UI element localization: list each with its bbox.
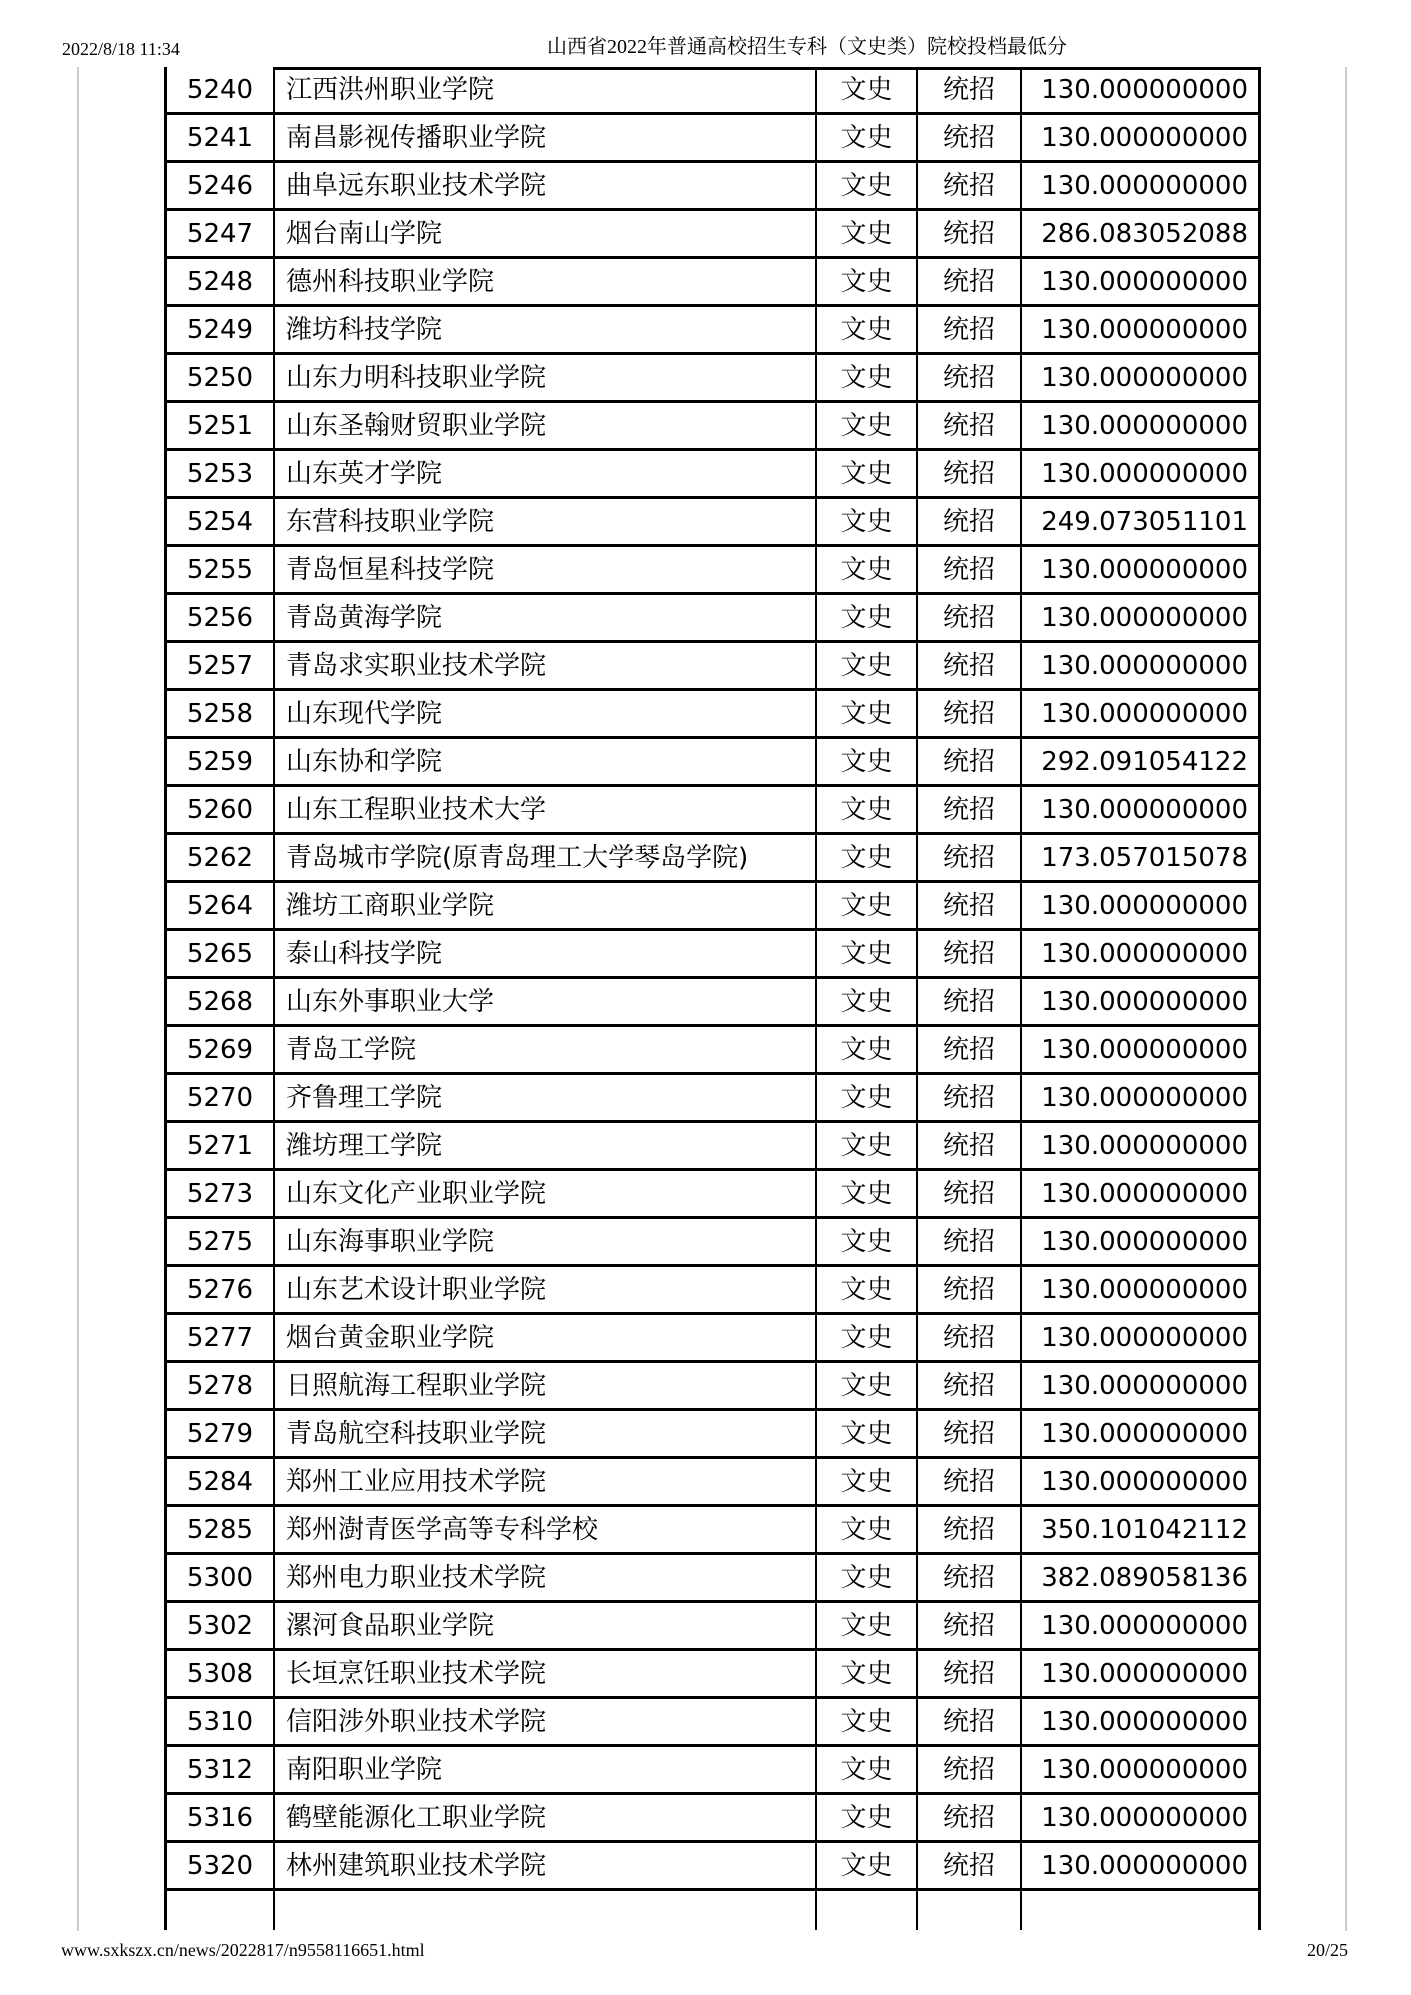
cell-category: 文史	[815, 1075, 916, 1120]
page-title: 山西省2022年普通高校招生专科（文史类）院校投档最低分	[547, 36, 1067, 58]
table-row	[167, 115, 1258, 163]
cell-code: 5262	[186, 842, 254, 873]
cell-category: 文史	[815, 1603, 916, 1648]
cell-code: 5276	[186, 1274, 254, 1305]
cell-admission-type: 统招	[916, 499, 1020, 544]
cell-school-name: 山东艺术设计职业学院	[273, 1267, 815, 1312]
cell-school-name: 东营科技职业学院	[273, 499, 815, 544]
cell-category: 文史	[815, 403, 916, 448]
cell-score: 130.000000000	[1020, 1315, 1258, 1360]
cell-category: 文史	[815, 1555, 916, 1600]
cell-admission-type: 统招	[916, 163, 1020, 208]
cell-category: 文史	[815, 1315, 916, 1360]
table-row	[167, 451, 1258, 499]
table-row	[167, 1219, 1258, 1267]
cell-category: 文史	[815, 1363, 916, 1408]
cell-score: 130.000000000	[1020, 883, 1258, 928]
cell-score: 173.057015078	[1020, 835, 1258, 880]
print-timestamp: 2022/8/18 11:34	[62, 39, 180, 59]
cell-category: 文史	[815, 691, 916, 736]
table-row	[167, 739, 1258, 787]
table-row	[167, 1171, 1258, 1219]
cell-code: 5278	[186, 1370, 254, 1401]
cell-code: 5257	[186, 650, 254, 681]
cell-school-name: 南阳职业学院	[273, 1747, 815, 1792]
cell-admission-type: 统招	[916, 451, 1020, 496]
table-row	[167, 787, 1258, 835]
cell-category	[815, 1891, 916, 1930]
cell-category: 文史	[815, 1411, 916, 1456]
cell-school-name: 泰山科技学院	[273, 931, 815, 976]
cell-code: 5269	[186, 1034, 254, 1065]
cell-category: 文史	[815, 1699, 916, 1744]
cell-school-name: 漯河食品职业学院	[273, 1603, 815, 1648]
table-row	[167, 1315, 1258, 1363]
table-row	[167, 979, 1258, 1027]
table-row	[167, 1699, 1258, 1747]
cell-code: 5253	[186, 458, 254, 489]
cell-score: 130.000000000	[1020, 115, 1258, 160]
table-row	[167, 307, 1258, 355]
table-row	[167, 643, 1258, 691]
cell-code: 5312	[186, 1754, 254, 1785]
cell-category: 文史	[815, 355, 916, 400]
cell-category: 文史	[815, 547, 916, 592]
cell-admission-type: 统招	[916, 1219, 1020, 1264]
cell-score: 130.000000000	[1020, 307, 1258, 352]
cell-score: 130.000000000	[1020, 1603, 1258, 1648]
cell-admission-type: 统招	[916, 739, 1020, 784]
cell-score: 130.000000000	[1020, 547, 1258, 592]
cell-admission-type: 统招	[916, 643, 1020, 688]
table-row	[167, 1027, 1258, 1075]
cell-school-name: 潍坊科技学院	[273, 307, 815, 352]
cell-category: 文史	[815, 931, 916, 976]
table-row	[167, 1651, 1258, 1699]
cell-code: 5247	[186, 218, 254, 249]
cell-score: 130.000000000	[1020, 355, 1258, 400]
cell-admission-type: 统招	[916, 1507, 1020, 1552]
cell-code: 5308	[186, 1658, 254, 1689]
cell-school-name: 青岛恒星科技学院	[273, 547, 815, 592]
table-row	[167, 883, 1258, 931]
table-row	[167, 691, 1258, 739]
cell-code: 5271	[186, 1130, 254, 1161]
cell-code: 5302	[186, 1610, 254, 1641]
cell-category: 文史	[815, 979, 916, 1024]
cell-code: 5259	[186, 746, 254, 777]
cell-admission-type: 统招	[916, 115, 1020, 160]
cell-score: 130.000000000	[1020, 1267, 1258, 1312]
cell-category: 文史	[815, 451, 916, 496]
cell-admission-type: 统招	[916, 1459, 1020, 1504]
cell-category: 文史	[815, 259, 916, 304]
cell-category: 文史	[815, 67, 916, 112]
page-frame-line-left	[77, 67, 79, 1931]
cell-admission-type: 统招	[916, 1651, 1020, 1696]
cell-score: 130.000000000	[1020, 1219, 1258, 1264]
cell-code: 5260	[186, 794, 254, 825]
cell-category: 文史	[815, 1843, 916, 1888]
cell-school-name: 潍坊理工学院	[273, 1123, 815, 1168]
cell-code: 5250	[186, 362, 254, 393]
cell-score: 130.000000000	[1020, 691, 1258, 736]
cell-code: 5285	[186, 1514, 254, 1545]
cell-code: 5316	[186, 1802, 254, 1833]
table-row	[167, 931, 1258, 979]
table-row	[167, 1603, 1258, 1651]
cell-code: 5273	[186, 1178, 254, 1209]
cell-category: 文史	[815, 1507, 916, 1552]
cell-score: 130.000000000	[1020, 1027, 1258, 1072]
cell-category: 文史	[815, 1267, 916, 1312]
cell-score: 130.000000000	[1020, 643, 1258, 688]
cell-score: 286.083052088	[1020, 211, 1258, 256]
cell-score: 130.000000000	[1020, 979, 1258, 1024]
cell-score: 130.000000000	[1020, 1699, 1258, 1744]
cell-admission-type: 统招	[916, 1315, 1020, 1360]
cell-admission-type: 统招	[916, 835, 1020, 880]
cell-school-name: 潍坊工商职业学院	[273, 883, 815, 928]
cell-category: 文史	[815, 643, 916, 688]
cell-admission-type: 统招	[916, 1555, 1020, 1600]
table-row	[167, 1507, 1258, 1555]
cell-admission-type: 统招	[916, 1603, 1020, 1648]
table-row	[167, 1411, 1258, 1459]
cell-school-name: 日照航海工程职业学院	[273, 1363, 815, 1408]
cell-admission-type: 统招	[916, 403, 1020, 448]
cell-code: 5275	[186, 1226, 254, 1257]
cell-score: 382.089058136	[1020, 1555, 1258, 1600]
cell-admission-type: 统招	[916, 691, 1020, 736]
table-row	[167, 835, 1258, 883]
cell-admission-type: 统招	[916, 211, 1020, 256]
cell-school-name: 信阳涉外职业技术学院	[273, 1699, 815, 1744]
cell-code: 5248	[186, 266, 254, 297]
table-top-border	[273, 67, 1258, 70]
cell-score: 130.000000000	[1020, 1747, 1258, 1792]
cell-score: 130.000000000	[1020, 67, 1258, 112]
cell-category: 文史	[815, 1459, 916, 1504]
cell-category: 文史	[815, 163, 916, 208]
cell-code: 5310	[186, 1706, 254, 1737]
cell-school-name: 山东现代学院	[273, 691, 815, 736]
table-row	[167, 1843, 1258, 1891]
cell-code: 5300	[186, 1562, 254, 1593]
cell-admission-type: 统招	[916, 931, 1020, 976]
cell-school-name: 江西洪州职业学院	[273, 67, 815, 112]
cell-admission-type: 统招	[916, 1171, 1020, 1216]
cell-admission-type	[916, 1891, 1020, 1930]
table-row	[167, 211, 1258, 259]
table-row-partial	[167, 1891, 1258, 1930]
cell-school-name: 山东英才学院	[273, 451, 815, 496]
cell-score: 130.000000000	[1020, 403, 1258, 448]
cell-category: 文史	[815, 1123, 916, 1168]
cell-code: 5246	[186, 170, 254, 201]
cell-school-name: 青岛求实职业技术学院	[273, 643, 815, 688]
cell-code: 5255	[186, 554, 254, 585]
table-row	[167, 163, 1258, 211]
cell-code: 5254	[186, 506, 254, 537]
cell-school-name: 长垣烹饪职业技术学院	[273, 1651, 815, 1696]
cell-school-name: 烟台南山学院	[273, 211, 815, 256]
cell-score	[1020, 1891, 1258, 1930]
cell-school-name	[273, 1891, 815, 1930]
cell-school-name: 山东海事职业学院	[273, 1219, 815, 1264]
cell-score: 130.000000000	[1020, 1363, 1258, 1408]
table-row	[167, 259, 1258, 307]
cell-score: 249.073051101	[1020, 499, 1258, 544]
cell-school-name: 青岛黄海学院	[273, 595, 815, 640]
cell-code: 5279	[186, 1418, 254, 1449]
cell-score: 130.000000000	[1020, 595, 1258, 640]
cell-admission-type: 统招	[916, 1075, 1020, 1120]
cell-score: 130.000000000	[1020, 1411, 1258, 1456]
footer-page-number: 20/25	[1306, 1940, 1348, 1960]
cell-code: 5249	[186, 314, 254, 345]
cell-school-name: 山东圣翰财贸职业学院	[273, 403, 815, 448]
cell-category: 文史	[815, 835, 916, 880]
cell-score: 130.000000000	[1020, 163, 1258, 208]
cell-admission-type: 统招	[916, 979, 1020, 1024]
cell-school-name: 齐鲁理工学院	[273, 1075, 815, 1120]
cell-code: 5284	[186, 1466, 254, 1497]
cell-admission-type: 统招	[916, 1843, 1020, 1888]
table-row	[167, 1075, 1258, 1123]
footer-url: www.sxkszx.cn/news/2022817/n9558116651.html	[61, 1940, 425, 1960]
cell-code: 5258	[186, 698, 254, 729]
cell-admission-type: 统招	[916, 595, 1020, 640]
cell-code: 5251	[186, 410, 254, 441]
cell-admission-type: 统招	[916, 307, 1020, 352]
cell-school-name: 青岛工学院	[273, 1027, 815, 1072]
cell-school-name: 德州科技职业学院	[273, 259, 815, 304]
cell-school-name: 林州建筑职业技术学院	[273, 1843, 815, 1888]
cell-code: 5256	[186, 602, 254, 633]
cell-score: 130.000000000	[1020, 931, 1258, 976]
table-row	[167, 595, 1258, 643]
table-row	[167, 67, 1258, 115]
cell-score: 130.000000000	[1020, 1075, 1258, 1120]
cell-category: 文史	[815, 739, 916, 784]
cell-school-name: 烟台黄金职业学院	[273, 1315, 815, 1360]
cell-code: 5268	[186, 986, 254, 1017]
cell-code: 5241	[186, 122, 254, 153]
cell-admission-type: 统招	[916, 883, 1020, 928]
cell-score: 130.000000000	[1020, 451, 1258, 496]
cell-school-name: 郑州工业应用技术学院	[273, 1459, 815, 1504]
cell-category: 文史	[815, 499, 916, 544]
cell-admission-type: 统招	[916, 1267, 1020, 1312]
cell-category: 文史	[815, 1795, 916, 1840]
cell-admission-type: 统招	[916, 1363, 1020, 1408]
cell-school-name: 青岛航空科技职业学院	[273, 1411, 815, 1456]
cell-code: 5320	[186, 1850, 254, 1881]
cell-school-name: 南昌影视传播职业学院	[273, 115, 815, 160]
table-row	[167, 1459, 1258, 1507]
cell-score: 292.091054122	[1020, 739, 1258, 784]
table-row	[167, 403, 1258, 451]
table-row	[167, 1747, 1258, 1795]
cell-category: 文史	[815, 1651, 916, 1696]
table-row	[167, 1267, 1258, 1315]
cell-category: 文史	[815, 115, 916, 160]
cell-admission-type: 统招	[916, 787, 1020, 832]
cell-admission-type: 统招	[916, 1747, 1020, 1792]
cell-score: 130.000000000	[1020, 259, 1258, 304]
cell-score: 130.000000000	[1020, 1123, 1258, 1168]
cell-school-name: 曲阜远东职业技术学院	[273, 163, 815, 208]
cell-school-name: 郑州澍青医学高等专科学校	[273, 1507, 815, 1552]
cell-category: 文史	[815, 1171, 916, 1216]
cell-admission-type: 统招	[916, 1699, 1020, 1744]
cell-school-name: 郑州电力职业技术学院	[273, 1555, 815, 1600]
cell-code: 5277	[186, 1322, 254, 1353]
cell-admission-type: 统招	[916, 547, 1020, 592]
cell-school-name: 山东外事职业大学	[273, 979, 815, 1024]
cell-category: 文史	[815, 1027, 916, 1072]
cell-score: 130.000000000	[1020, 1171, 1258, 1216]
table-row	[167, 355, 1258, 403]
cell-school-name: 山东工程职业技术大学	[273, 787, 815, 832]
table-row	[167, 1795, 1258, 1843]
cell-category: 文史	[815, 883, 916, 928]
cell-category: 文史	[815, 595, 916, 640]
cell-admission-type: 统招	[916, 1411, 1020, 1456]
cell-admission-type: 统招	[916, 67, 1020, 112]
cell-admission-type: 统招	[916, 1795, 1020, 1840]
cell-code: 5265	[186, 938, 254, 969]
cell-school-name: 山东力明科技职业学院	[273, 355, 815, 400]
cell-admission-type: 统招	[916, 1027, 1020, 1072]
cell-score: 130.000000000	[1020, 1843, 1258, 1888]
cell-school-name: 山东文化产业职业学院	[273, 1171, 815, 1216]
cell-school-name: 鹤壁能源化工职业学院	[273, 1795, 815, 1840]
table-row	[167, 547, 1258, 595]
table-row	[167, 1123, 1258, 1171]
scores-table	[164, 67, 1261, 1930]
cell-school-name: 山东协和学院	[273, 739, 815, 784]
table-row	[167, 499, 1258, 547]
cell-score: 130.000000000	[1020, 787, 1258, 832]
cell-category: 文史	[815, 1219, 916, 1264]
cell-category: 文史	[815, 1747, 916, 1792]
cell-score: 130.000000000	[1020, 1795, 1258, 1840]
cell-code: 5270	[186, 1082, 254, 1113]
cell-category: 文史	[815, 787, 916, 832]
cell-score: 130.000000000	[1020, 1459, 1258, 1504]
cell-code	[167, 1891, 273, 1930]
cell-code: 5264	[186, 890, 254, 921]
cell-admission-type: 统招	[916, 259, 1020, 304]
cell-admission-type: 统招	[916, 355, 1020, 400]
cell-score: 130.000000000	[1020, 1651, 1258, 1696]
cell-code: 5240	[186, 74, 254, 105]
cell-category: 文史	[815, 211, 916, 256]
page-frame-line-right	[1345, 67, 1347, 1931]
cell-school-name: 青岛城市学院(原青岛理工大学琴岛学院)	[273, 835, 815, 880]
table-row	[167, 1363, 1258, 1411]
cell-category: 文史	[815, 307, 916, 352]
table-row	[167, 1555, 1258, 1603]
cell-score: 350.101042112	[1020, 1507, 1258, 1552]
cell-admission-type: 统招	[916, 1123, 1020, 1168]
